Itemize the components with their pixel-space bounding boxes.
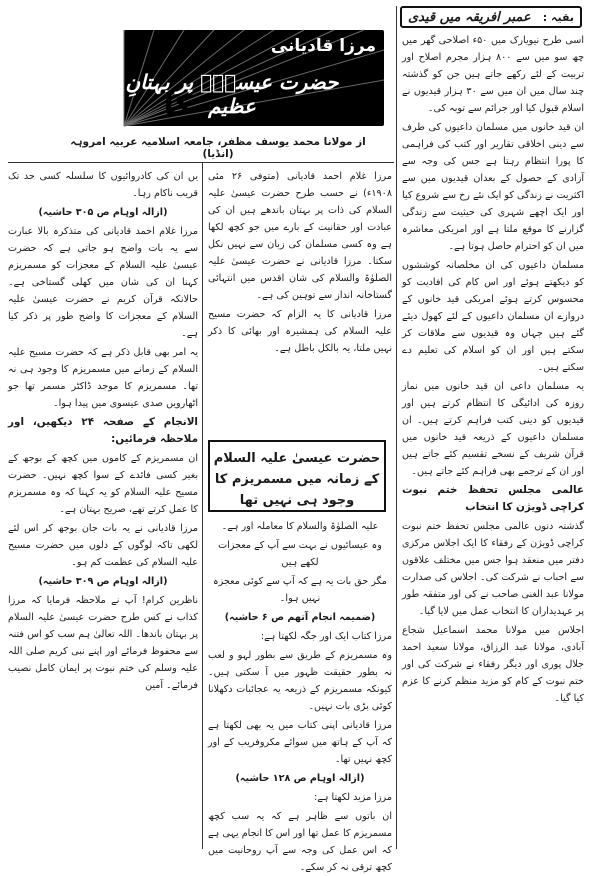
paragraph: یں ان کی کادروائیوں کا سلسلہ کسی حد تک قریب ناکام رہا۔	[8, 171, 198, 199]
paragraph: مرزا غلام احمد قادیانی (متوفی ۲۶ مئی ۱۹۰۸ء) نے حسب طرح حضرت عیسیٰ علیہ السلام کی ذات پر بہتان باندھے ہیں ان کی عبادت اور حقانیت کے بارے میں جو کچھ لکھا ہے وہ کسی مسلمان کی زبان سے نہیں نکل سکتا۔ مرزا قادیانی نے حضرت عیسیٰ علیہ الصلوٰۃ والسلام کی شان اقدس میں انتہائی گستاخانہ انداز سے توہین کی ہے۔	[208, 171, 392, 301]
paragraph: مرزا قادیانی نے یہ بات جان بوجھ کر اس لئے لکھی تاکہ لوگوں کے دلوں میں حضرت مسیح علیہ السلام کی عظمت کم ہو۔	[8, 523, 198, 568]
paragraph: وہ مسمریزم کے طریق سے بطور لہو و لعب نہ بطور حقیقت ظہور میں آ سکتی ہیں۔ کیونکہ مسمریزم کے ذریعہ یہ عجائبات دکھلانا کوئی بڑی بات نہیں۔	[208, 650, 392, 712]
middle-column-top	[208, 168, 392, 436]
paragraph: ان قید خانوں میں مسلمان داعیوں کی طرف سے دینی اخلاقی تقاریر اور کتب کی فراہمی کا پورا انتظام رہتا ہے جس کی وجہ سے آزادی کے حصول کے بعدان قیدیوں میں سے اکثریت نے زندگی کو ایک نئے رخ سے شروع کیا اور ایک اچھے شہری کی حیثیت سے زندگی گزارنے کا موقع ملتا ہے اور امریکی معاشرہ میں ان کو احترام حاصل ہوتا ہے۔	[402, 122, 584, 252]
paragraph: مرزا غلام احمد قادیانی کی متذکرہ بالا عبارت سے یہ بات واضح ہو جاتی ہے کہ حضرت عیسیٰ علیہ السلام کے معجزات کو مسمریزم کہنا ان کی شان میں کھلی گستاخی ہے۔ حالانکہ قرآن کریم نے حضرت عیسیٰ علیہ السلام کے معجزات کا واضح طور پر ذکر کیا ہے۔	[8, 226, 198, 339]
article-subtitle: حضرت عیسیٰؑ پر بہتانِ عظیم	[125, 70, 339, 118]
paragraph: ان مسمریزم کے کاموں میں کچھ کے بوجھ کے بغیر کسی فائدے کے سوا کچھ نہیں۔ حضرت مسیح علیہ السلام کو یہ کہنا کہ وہ مسمریزم کا عمل کرتے تھے، صریح بہتان ہے۔	[8, 453, 198, 515]
column-divider-left	[202, 162, 203, 849]
title-divider	[8, 162, 394, 163]
paragraph: ناظرین کرام! آپ نے ملاحظہ فرمایا کہ مرزا کذاب نے کس طرح حضرت عیسیٰ علیہ السلام پر بہتان باندھا۔ اللہ تعالیٰ ہم سب کو اس فتنہ سے محفوظ فرمائے اور اپنے نبی کریم صلی اللہ علیہ وسلم کی ختم نبوت پر ایمان کامل نصیب فرمائے۔ آمین	[8, 595, 198, 691]
paragraph: مرزا مزید لکھتا ہے:	[314, 792, 392, 803]
article-title: مرزا قادیانی	[270, 36, 376, 56]
banner-title: عمبر افریقہ میں قیدی	[408, 9, 531, 25]
paragraph: ان باتوں سے ظاہر ہے کہ یہ سب کچھ مسمریزم کا عمل تھا اور اس کا انجام یہی ہے کہ اس عمل کی وجہ سے آپ روحانیت میں کچھ ترقی نہ کر سکے۔	[208, 811, 392, 873]
paragraph: اسی طرح نیویارک میں ۵۰ء اصلاحی گھر میں چھ سو میں سے ۸۰۰ ہزار مجرم اصلاح اور تربیت کے لئے رکھے جاتے ہیں جن کو گذشتہ چند سال میں ان میں سے ۳۰ ہزار قیدیوں نے اسلام قبول کیا اور جرائم سے توبہ کی۔	[402, 35, 585, 114]
section-heading: الانجام کے صفحہ ۲۴ دیکھیں، اور ملاحظہ فرمائیں:	[8, 416, 198, 445]
paragraph: یہ مسلمان داعی ان قید خانوں میں نماز روزہ کی ادائیگی کا انتظام کرتے ہیں اور قیدیوں کو دینی کتب فراہم کرتے ہیں۔ ان مسلمان داعیوں کے ذریعہ قید خانوں میں قرآن شریف کے نسخے تقسیم کئے جاتے ہیں اور ان کے ترجمے بھی فراہم کئے جاتے ہیں۔	[402, 381, 584, 477]
column-divider-right	[396, 6, 397, 849]
right-column	[402, 32, 584, 850]
middle-column-bottom	[208, 518, 392, 873]
paragraph: مرزا قادیانی اپنی کتاب میں یہ بھی لکھتا ہے کہ آپ کے ہاتھ میں سوائے مکروفریب کے اور کچھ نہیں تھا۔	[208, 720, 392, 765]
article-title-block	[8, 8, 392, 160]
paragraph: مرزا قادیانی کا یہ الزام کہ حضرت مسیح علیہ السلام کی ہمشیرہ اور بھائی کا ذکر نہیں ملتا، یہ بالکل باطل ہے۔	[208, 309, 392, 354]
title-connector: کا	[163, 88, 193, 123]
citation: (ازالہ اوہام ص ۳۰۵ حاشیہ)	[38, 207, 168, 218]
paragraph: گذشتہ دنوں عالمی مجلس تحفظ ختم نبوت کراچی ڈویژن کے رفقاء کا ایک اجلاس مرکزی دفتر میں منعقد ہوا جس میں مختلف علاقوں سے احباب نے شرکت کی۔ اجلاس کی صدارت مولانا عبد الغنی صاحب نے کی اور متفقہ طور پر عہدیداران کا انتخاب عمل میں لایا گیا۔	[402, 521, 584, 617]
banner-label: بقیہ :	[542, 10, 574, 24]
paragraph: مرزا کتاب ایک اور جگہ لکھتا ہے:	[260, 631, 392, 642]
citation: (ضمیمہ انجام آتھم ص ۶ حاشیہ)	[224, 612, 376, 623]
left-column	[8, 168, 198, 850]
section-banner	[400, 6, 582, 28]
paragraph: مسلمان داعیوں کی ان مخلصانہ کوششوں کو دیکھتے ہوئے اور اس کام کی افادیت کو محسوس کرتے ہوئے امریکی قید خانوں کے دروازے ان مسلمان داعیوں کے لئے کھول دیئے گئے ہیں جہاں وہ قیدیوں سے ملاقات کر سکتے ہیں اور ان کو اسلام کی تعلیم دے سکتے ہیں۔	[402, 260, 584, 373]
pull-quote-box: حضرت عیسیٰ علیہ السلام کے زمانہ میں مسمریزم کا وجود ہی نہیں تھا	[208, 440, 386, 512]
paragraph: اجلاس میں مولانا محمد اسماعیل شجاع آبادی، مولانا عبد الرزاق، مولانا سعید احمد جلال پوری اور دیگر رفقاء نے شرکت کی اور ختم نبوت کے کام کو مزید منظم کرنے کا عزم کیا گیا۔	[402, 625, 584, 704]
quote-line: علیہ الصلوٰۃ والسلام کا معاملہ اور ہے۔	[221, 521, 379, 532]
citation: (ازالہ اوہام ص ۱۲۸ حاشیہ)	[235, 773, 365, 784]
section-heading: عالمی مجلس تحفظ ختم نبوت کراچی ڈویژن کا انتخاب	[402, 484, 584, 513]
quote-line: وہ عیسائیوں نے بہت سے آپ کے معجزات لکھے ہیں	[218, 540, 382, 568]
paragraph: یہ امر بھی قابل ذکر ہے کہ حضرت مسیح علیہ السلام کے زمانے میں مسمریزم کا وجود ہی نہ تھا۔ مسمریزم کا موجد ڈاکٹر مسمر تھا جو اٹھارویں صدی عیسوی میں پیدا ہوا۔	[8, 347, 198, 409]
citation: (ازالہ اوہام ص ۳۰۹ حاشیہ)	[38, 576, 168, 587]
quote-line: مگر حق بات یہ ہے کہ آپ سے کوئی معجزہ نہیں ہوا۔	[213, 576, 387, 604]
author-byline: از مولانا محمد یوسف مظفر، جامعہ اسلامیہ عربیہ امروہہ (انڈیا)	[70, 136, 366, 160]
